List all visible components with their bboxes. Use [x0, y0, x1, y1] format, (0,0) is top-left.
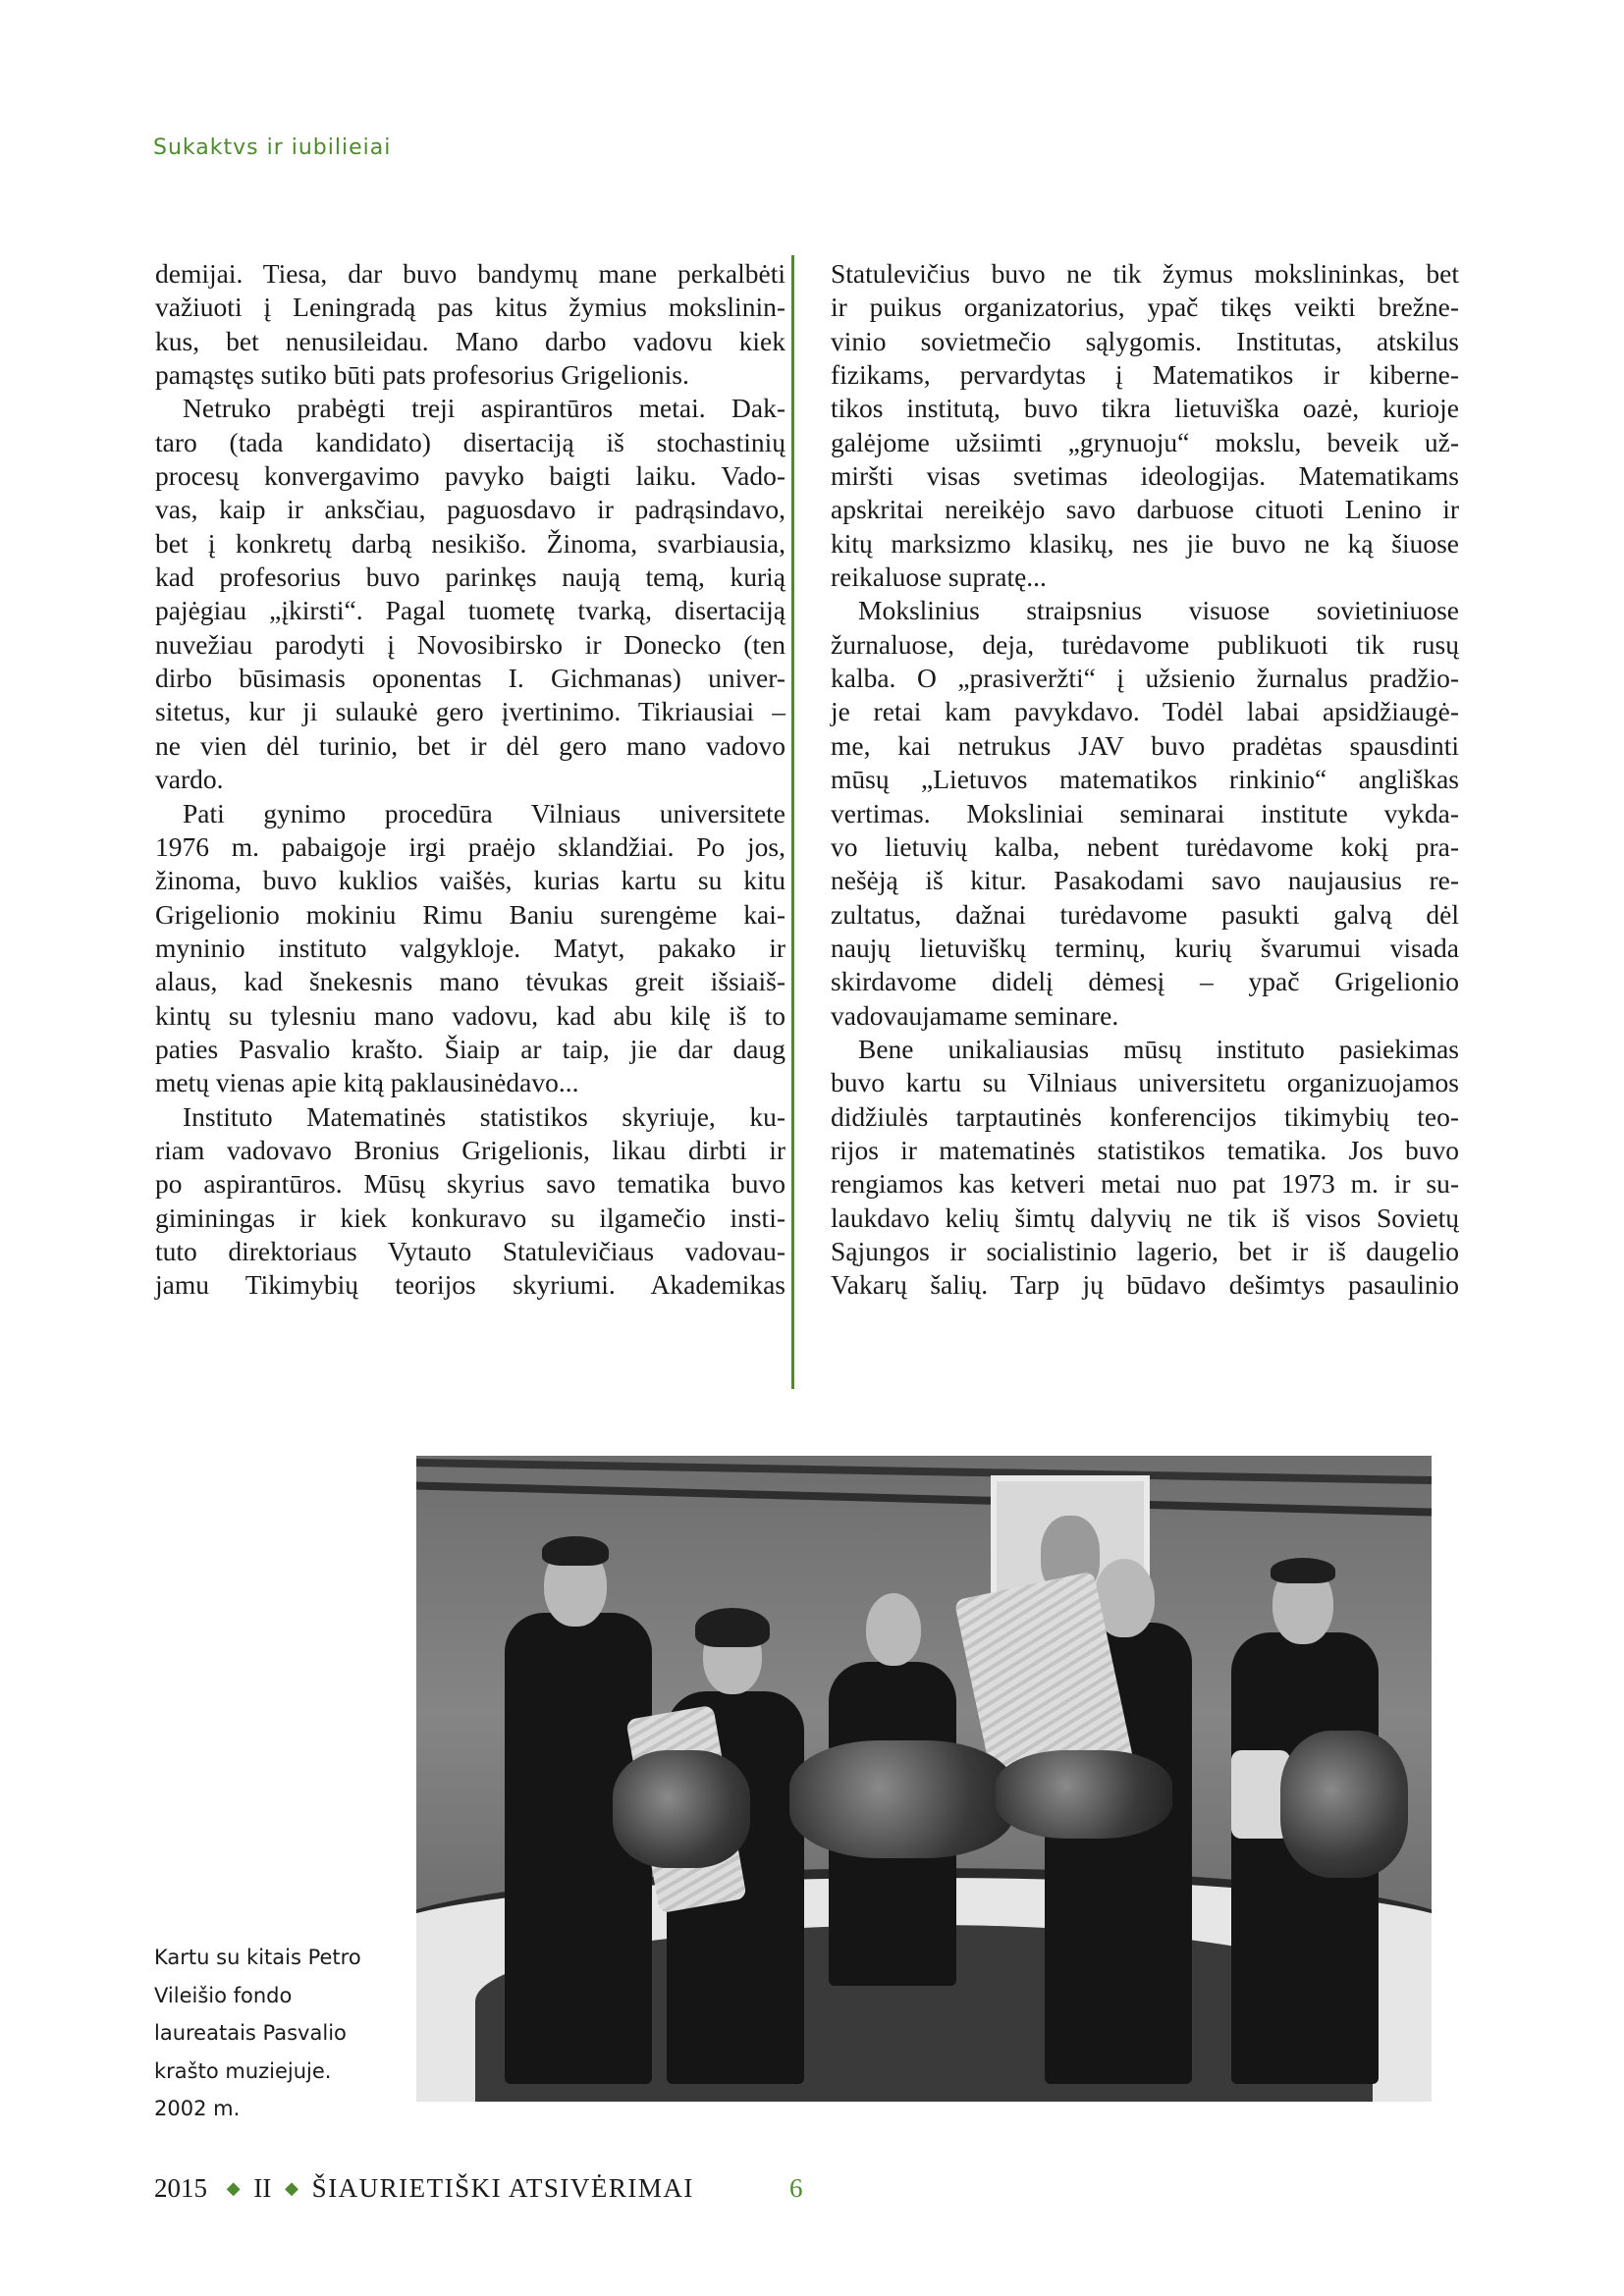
text-line: pamąstęs sutiko būti pats profesorius Grigelionis.	[155, 359, 689, 391]
text-line: laukdavo kelių šimtų dalyvių ne tik iš visos Sovietų	[831, 1201, 1459, 1233]
text-line: mūsų „Lietuvos matematikos rinkinio“ angliškas	[831, 764, 1459, 795]
text-line: pajėgiau „įkirsti“. Pagal tuometę tvarką, disertaciją	[155, 595, 785, 626]
photo-flowers	[1280, 1731, 1408, 1878]
photo-caption	[154, 1939, 390, 2128]
text-line: zultatus, dažnai turėdavome pasukti galvą dėl	[831, 898, 1459, 930]
text-line: Instituto Matematinės statistikos skyriuje, ku-	[183, 1100, 785, 1132]
text-line: miršti visas svetimas ideologijas. Matematikams	[831, 460, 1459, 492]
text-line: paties Pasvalio krašto. Šiaip ar taip, jie dar daug	[155, 1033, 785, 1064]
column-divider	[791, 255, 794, 1389]
text-line: reikaluose supratę...	[831, 561, 1047, 593]
text-line: vardo.	[155, 764, 224, 795]
text-line: procesų konvergavimo pavyko baigti laiku. Vado-	[155, 460, 785, 492]
text-line: buvo kartu su Vilniaus universitetu organizuojamos	[831, 1067, 1459, 1098]
photo-person-1-hair	[542, 1536, 609, 1566]
photo-person-5-hair	[1271, 1558, 1335, 1583]
text-line: didžiulės tarptautinės konferencijos tikimybių teo-	[831, 1100, 1459, 1132]
text-line: žurnaluose, deja, turėdavome publikuoti tik rusų	[831, 628, 1459, 660]
text-line: dirbo būsimasis oponentas I. Gichmanas) univer-	[155, 663, 785, 694]
caption-line: laureatais Pasvalio	[154, 2021, 347, 2045]
text-line: 1976 m. pabaigoje irgi praėjo sklandžiai. Po jos,	[155, 830, 785, 862]
text-line: giminingas ir kiek konkuravo su ilgamečio insti-	[155, 1201, 785, 1233]
text-line: demijai. Tiesa, dar buvo bandymų mane perkalbėti	[155, 258, 785, 289]
text-line: taro (tada kandidato) disertaciją iš stochastinių	[155, 426, 785, 457]
text-line: vadovaujamame seminare.	[831, 999, 1119, 1031]
text-line: Grigelionio mokiniu Rimu Baniu surengėme kai-	[155, 898, 785, 930]
text-line: Netruko prabėgti treji aspirantūros metai. Dak-	[183, 393, 785, 424]
text-line: vo lietuvių kalba, nebent turėdavome kokį pra-	[831, 830, 1459, 862]
text-line: Sąjungos ir socialistinio lagerio, bet ir iš daugelio	[831, 1235, 1459, 1266]
text-line: galėjome užsiimti „grynuoju“ mokslu, beveik už-	[831, 426, 1459, 457]
running-head: Sukaktvs ir iubilieiai	[153, 135, 392, 160]
text-line: bet į konkretų darbą nesikišo. Žinoma, svarbiausia,	[155, 527, 785, 559]
text-line: riam vadovavo Bronius Grigelionis, likau dirbti ir	[155, 1134, 785, 1165]
text-line: tikos institutą, buvo tikra lietuviška oazė, kurioje	[831, 393, 1459, 424]
text-line: alaus, kad šnekesnis mano tėvukas greit išsiaiš-	[155, 966, 785, 997]
text-line: kalba. O „prasiveržti“ į užsienio žurnalus pradžio-	[831, 663, 1459, 694]
text-line: nešėją iš kitur. Pasakodami savo naujausius re-	[831, 865, 1459, 896]
text-line: Statulevičius buvo ne tik žymus mokslininkas, bet	[831, 258, 1459, 289]
text-line: rijos ir matematinės statistikos tematika. Jos buvo	[831, 1134, 1459, 1165]
text-line: kitų marksizmo klasikų, nes jie buvo ne ką šiuose	[831, 527, 1459, 559]
text-line: kintų su tylesniu mano vadovu, kad abu kilę iš to	[155, 999, 785, 1031]
text-line: vas, kaip ir anksčiau, paguosdavo ir padrąsindavo,	[155, 494, 785, 525]
photo-flowers	[789, 1740, 1015, 1858]
text-line: ne vien dėl turinio, bet ir dėl gero mano vadovo	[155, 729, 785, 761]
text-line: vinio sovietmečio sąlygomis. Institutas, atskilus	[831, 325, 1459, 356]
text-line: jamu Tikimybių teorijos skyriumi. Akademikas	[155, 1269, 785, 1301]
text-line: kad profesorius buvo parinkęs naują temą, kurią	[155, 561, 785, 593]
photo-person-2-hair	[695, 1608, 770, 1647]
photo-flowers	[613, 1750, 750, 1868]
text-line: me, kai netrukus JAV buvo pradėtas spausdinti	[831, 729, 1459, 761]
text-line: Mokslinius straipsnius visuose sovietiniuose	[858, 595, 1459, 626]
text-line: sitetus, kur ji sulaukė gero įvertinimo. Tikriausiai –	[155, 696, 785, 727]
caption-line: 2002 m.	[154, 2097, 241, 2120]
text-line: ir puikus organizatorius, ypač tikęs veikti brežne-	[831, 292, 1459, 323]
footer-publication-title: ŠIAURIETIŠKI ATSIVĖRIMAI	[311, 2173, 694, 2203]
text-line: Bene unikaliausias mūsų instituto pasiekimas	[858, 1033, 1459, 1064]
text-line: myninio instituto valgykloje. Matyt, pakako ir	[155, 932, 785, 963]
text-line: skirdavome didelį dėmesį – ypač Grigelionio	[831, 966, 1459, 997]
photo-person-3-head	[866, 1593, 921, 1666]
text-line: apskritai nereikėjo savo darbuose cituoti Lenino ir	[831, 494, 1459, 525]
caption-line: Kartu su kitais Petro	[154, 1946, 361, 1969]
text-line: nuvežiau parodyti į Novosibirsko ir Donecko (ten	[155, 628, 785, 660]
text-line: žinoma, buvo kuklios vaišės, kurias kartu su kitu	[155, 865, 785, 896]
text-line: tuto direktoriaus Vytauto Statulevičiaus vadovau-	[155, 1235, 785, 1266]
diamond-icon: ◆	[226, 2178, 241, 2198]
photo-flowers	[996, 1750, 1172, 1839]
page-number: 6	[789, 2173, 803, 2203]
text-line: kus, bet nenusileidau. Mano darbo vadovu kiek	[155, 325, 785, 356]
text-line: naujų lietuviškų terminų, kurių švarumui visada	[831, 932, 1459, 963]
text-line: Pati gynimo procedūra Vilniaus universitete	[183, 797, 785, 828]
text-line: rengiamos kas ketveri metai nuo pat 1973 m. ir su-	[831, 1168, 1459, 1200]
text-line: Vakarų šalių. Tarp jų būdavo dešimtys pasaulinio	[831, 1269, 1459, 1301]
text-line: je retai kam pavykdavo. Todėl labai apsidžiaugė-	[831, 696, 1459, 727]
caption-line: Vileišio fondo	[154, 1983, 293, 2007]
text-line: vertimas. Moksliniai seminarai institute vykda-	[831, 797, 1459, 828]
group-photo	[416, 1456, 1432, 2102]
page-footer	[154, 2173, 694, 2204]
right-text-column	[831, 257, 1459, 1303]
footer-year: 2015	[154, 2173, 207, 2203]
left-text-column	[155, 257, 785, 1303]
diamond-icon: ◆	[285, 2178, 298, 2198]
caption-line: krašto muziejuje.	[154, 2058, 332, 2083]
footer-issue: II	[253, 2173, 272, 2203]
text-line: fizikams, pervardytas į Matematikos ir kiberne-	[831, 359, 1459, 391]
text-line: metų vienas apie kitą paklausinėdavo...	[155, 1067, 579, 1098]
text-line: po aspirantūros. Mūsų skyrius savo tematika buvo	[155, 1168, 785, 1200]
text-line: važiuoti į Leningradą pas kitus žymius mokslinin-	[155, 292, 785, 323]
